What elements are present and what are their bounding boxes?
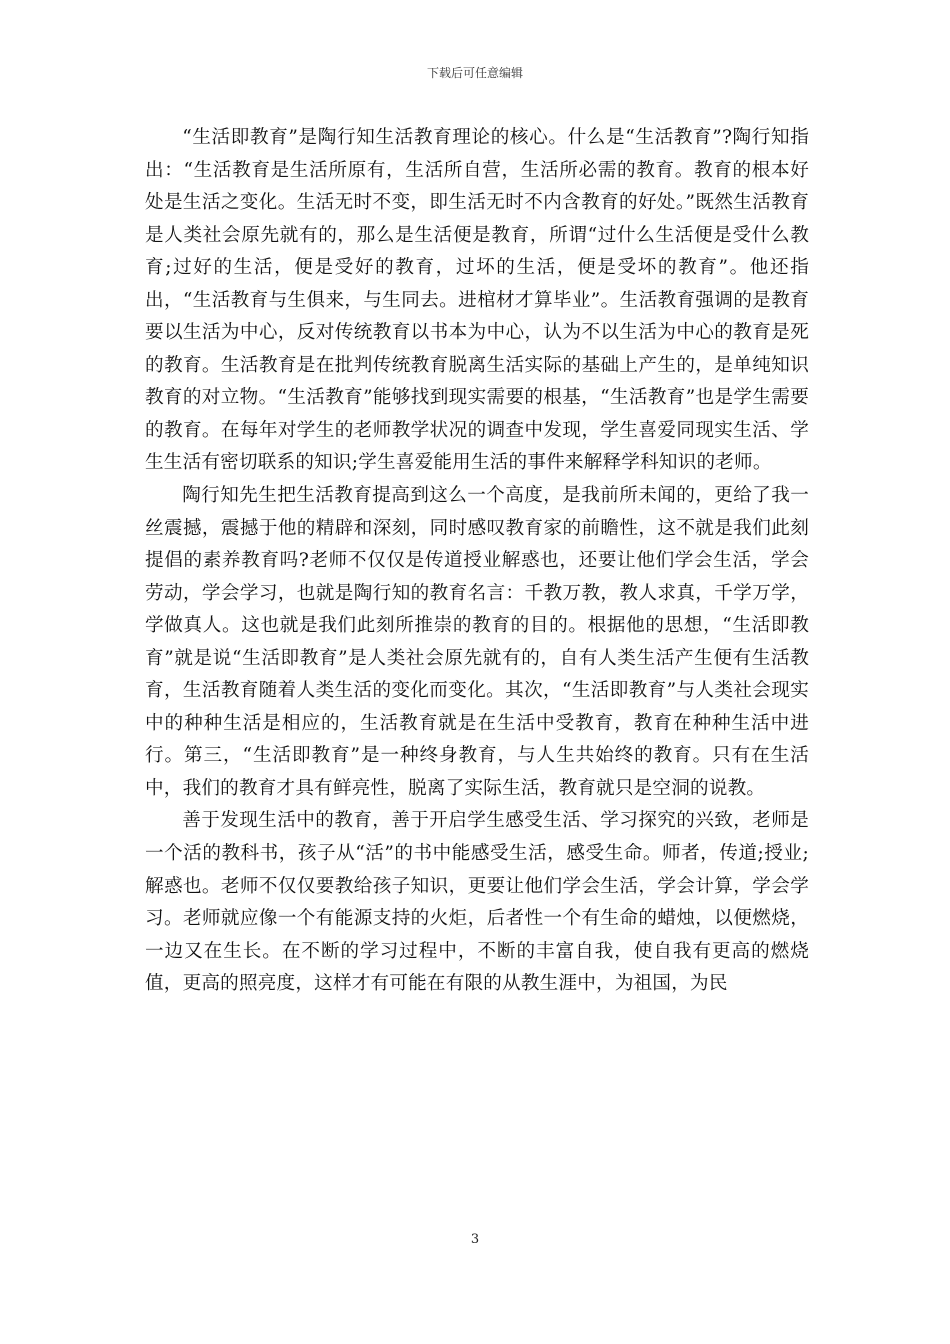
paragraph-2: 陶行知先生把生活教育提高到这么一个高度，是我前所未闻的，更给了我一丝震撼，震撼于他的精辟和深刻，同时感叹教育家的前瞻性，这不就是我们此刻提倡的素养教育吗?老师不仅仅是传道授业解惑也，还要让他们学会生活，学会劳动，学会学习，也就是陶行知的教育名言：千教万教，教人求真，千学万学，学做真人。这也就是我们此刻所推崇的教育的目的。根据他的思想，“生活即教育”就是说“生活即教育”是人类社会原先就有的，自有人类生活产生便有生活教育，生活教育随着人类生活的变化而变化。其次，“生活即教育”与人类社会现实中的种种生活是相应的，生活教育就是在生活中受教育，教育在种种生活中进行。第三，“生活即教育”是一种终身教育，与人生共始终的教育。只有在生活中，我们的教育才具有鲜亮性，脱离了实际生活，教育就只是空洞的说教。: [145, 485, 809, 799]
document-body: [145, 122, 809, 1001]
paragraph-3: 善于发现生活中的教育，善于开启学生感受生活、学习探究的兴致，老师是一个活的教科书，孩子从“活”的书中能感受生活，感受生命。师者，传道;授业;解惑也。老师不仅仅要教给孩子知识，更要让他们学会生活，学会计算，学会学习。老师就应像一个有能源支持的火炬，后者性一个有生命的蜡烛，以便燃烧，一边又在生长。在不断的学习过程中，不断的丰富自我，使自我有更高的燃烧值，更高的照亮度，这样才有可能在有限的从教生涯中，为祖国，为民: [145, 810, 809, 995]
page-header: 下载后可任意编辑: [426, 66, 523, 80]
paragraph-1: “生活即教育”是陶行知生活教育理论的核心。什么是“生活教育”?陶行知指出：“生活教育是生活所原有，生活所自营，生活所必需的教育。教育的根本好处是生活之变化。生活无时不变，即生活无时不内含教育的好处。”既然生活教育是人类社会原先就有的，那么是生活便是教育，所谓“过什么生活便是受什么教育;过好的生活，便是受好的教育，过坏的生活，便是受坏的教育”。他还指出，“生活教育与生俱来，与生同去。进棺材才算毕业”。生活教育强调的是教育要以生活为中心，反对传统教育以书本为中心，认为不以生活为中心的教育是死的教育。生活教育是在批判传统教育脱离生活实际的基础上产生的，是单纯知识教育的对立物。“生活教育”能够找到现实需要的根基，“生活教育”也是学生需要的教育。在每年对学生的老师教学状况的调查中发现，学生喜爱同现实生活、学生生活有密切联系的知识;学生喜爱能用生活的事件来解释学科知识的老师。: [145, 127, 809, 474]
page-number: 3: [470, 1232, 480, 1247]
